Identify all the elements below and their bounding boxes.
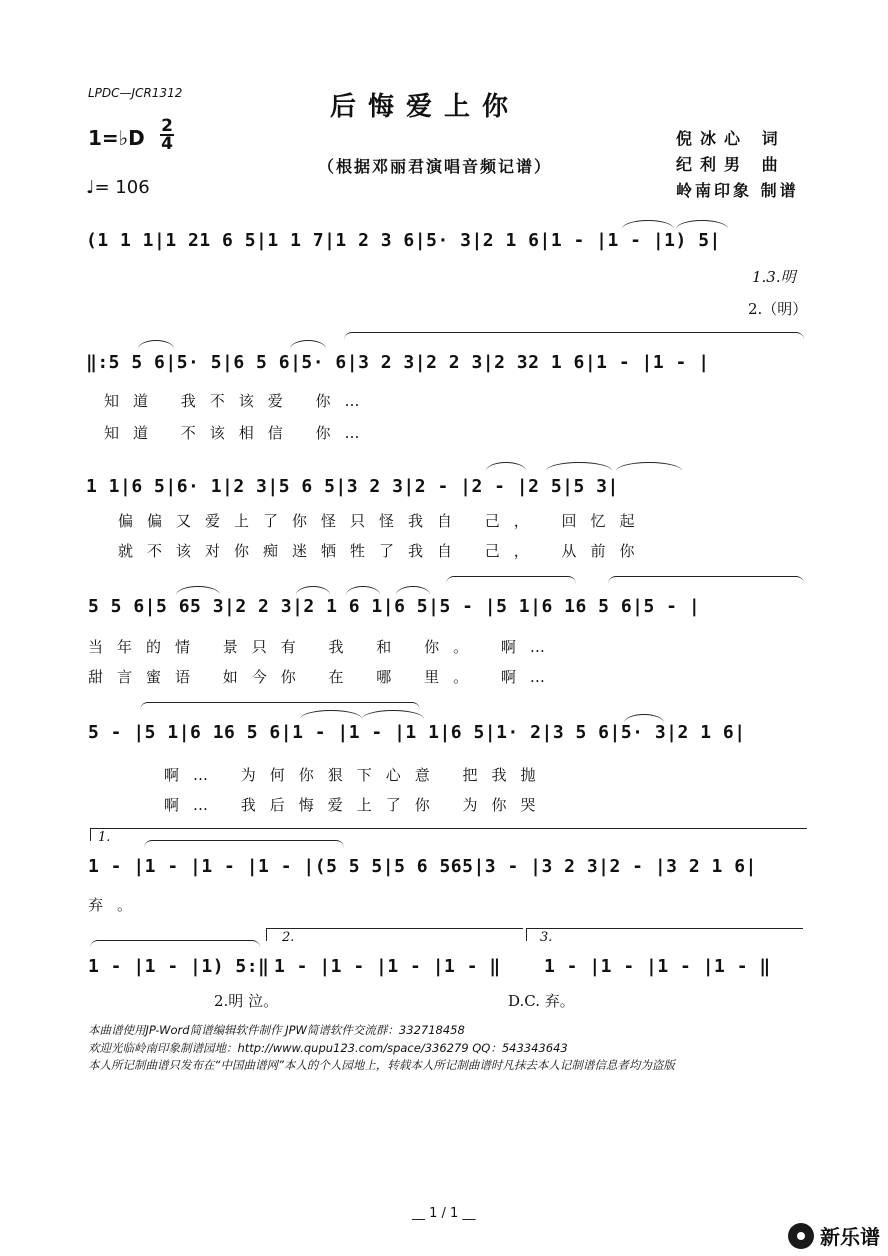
slur-l2-1 — [138, 340, 174, 349]
volta-bracket-2 — [266, 928, 523, 941]
staff-line-7-b: 1 - |1 - |1 - |1 - ‖ — [274, 956, 501, 977]
lyric-l7-b: D.C. 弃。 — [508, 992, 575, 1010]
staff-line-2: ‖:5 5 6|5· 5|6 5 6|5· 6|3 2 3|2 2 3|2 32 1 6|1 - |1 - | — [86, 352, 710, 373]
tie-2 — [676, 220, 728, 229]
volta-1-label: 1. — [98, 830, 111, 845]
time-signature — [160, 118, 174, 152]
tie-l3-2 — [616, 462, 682, 471]
footer-software-note: 本曲谱使用JP-Word简谱编辑软件制作 JPW简谱软件交流群：332718458 — [88, 1023, 465, 1037]
composer: 纪利男 曲 — [676, 155, 786, 174]
lyricist: 倪冰心 词 — [676, 129, 786, 148]
page-number: __ 1 / 1 __ — [412, 1206, 476, 1221]
lyric-l2-verse2: 知道 不该相信 你… — [104, 424, 374, 442]
volta-bracket-3 — [526, 928, 803, 941]
key-signature: 1=♭D — [88, 126, 145, 150]
phrase-slur-l4 — [446, 576, 576, 587]
slur-l4-1 — [176, 586, 220, 595]
logo-text: 新乐谱 — [820, 1225, 880, 1249]
staff-line-7-c: 1 - |1 - |1 - |1 - ‖ — [544, 956, 771, 977]
lyric-l3-verse2: 就不该对你痴迷牺牲了我自 己， 从前你 — [118, 542, 649, 560]
staff-line-5: 5 - |5 1|6 16 5 6|1 - |1 - |1 1|6 5|1· 2|3 5 6|5· 3|2 1 6| — [88, 722, 746, 743]
phrase-slur-l4-2 — [608, 576, 804, 587]
slur-l4-4 — [396, 586, 430, 595]
lyric-l5-verse2: 啊… 我后悔爱上了你 为你哭 — [164, 796, 550, 814]
lyric-l2-verse1: 知道 我不该爱 你… — [104, 392, 374, 410]
lyric-l5-verse1: 啊… 为何你狠下心意 把我抛 — [164, 766, 550, 784]
tie-1 — [622, 220, 674, 229]
staff-line-6: 1 - |1 - |1 - |1 - |(5 5 5|5 6 565|3 - |3 2 3|2 - |3 2 1 6| — [88, 856, 757, 877]
staff-line-3: 1 1|6 5|6· 1|2 3|5 6 5|3 2 3|2 - |2 - |2 5|5 3| — [86, 476, 619, 497]
volta-3-label: 3. — [540, 930, 553, 945]
time-signature-bottom: 4 — [161, 134, 173, 154]
footer-copyright: 本人所记制曲谱只发布在“中国曲谱网”本人的个人园地上，转载本人所记制曲谱时凡抹去本人记制谱信息者均为盗版 — [88, 1058, 675, 1072]
score-title: 后悔爱上你 — [330, 92, 521, 122]
ending-mark-1: 1.3.明 — [752, 268, 796, 286]
slur-l4-2 — [296, 586, 330, 595]
tie-l3-1 — [546, 462, 612, 471]
logo-disc-icon — [788, 1223, 814, 1249]
page-number-text: 1 / 1 — [429, 1206, 459, 1221]
staff-line-7-a: 1 - |1 - |1) 5:‖ — [88, 956, 270, 977]
volta-2-label: 2. — [282, 930, 295, 945]
lyric-l6: 弃。 — [88, 896, 147, 914]
score-subtitle: （根据邓丽君演唱音频记谱） — [318, 157, 553, 176]
ending-mark-2: 2.（明） — [748, 300, 808, 318]
phrase-slur-l6 — [144, 840, 344, 851]
lyric-l4-verse2: 甜言蜜语 如今你 在 哪 里。 啊… — [88, 668, 559, 686]
time-signature-top: 2 — [161, 116, 173, 136]
slur-l3-1 — [486, 462, 526, 471]
slur-l2-2 — [290, 340, 326, 349]
tempo-marking: ♩= 106 — [86, 177, 150, 198]
staff-line-4: 5 5 6|5 65 3|2 2 3|2 1 6 1|6 5|5 - |5 1|6 16 5 6|5 - | — [88, 596, 701, 617]
footer-website: 欢迎光临岭南印象制谱园地：http://www.qupu123.com/space/336279 QQ：543343643 — [88, 1041, 568, 1055]
lyric-l4-verse1: 当年的情 景只有 我 和 你。 啊… — [88, 638, 559, 656]
lyric-l7-a: 2.明 泣。 — [214, 992, 279, 1010]
staff-line-1: (1 1 1|1 21 6 5|1 1 7|1 2 3 6|5· 3|2 1 6|1 - |1 - |1) 5| — [86, 230, 721, 251]
site-logo — [788, 1221, 880, 1250]
phrase-slur-l2 — [344, 332, 804, 343]
arranger: 岭南印象 制谱 — [676, 181, 799, 200]
phrase-slur-l7 — [90, 940, 260, 951]
score-code: LPDC—JCR1312 — [88, 86, 183, 100]
slur-l4-3 — [346, 586, 380, 595]
lyric-l3-verse1: 偏偏又爱上了你怪只怪我自 己， 回忆起 — [118, 512, 649, 530]
